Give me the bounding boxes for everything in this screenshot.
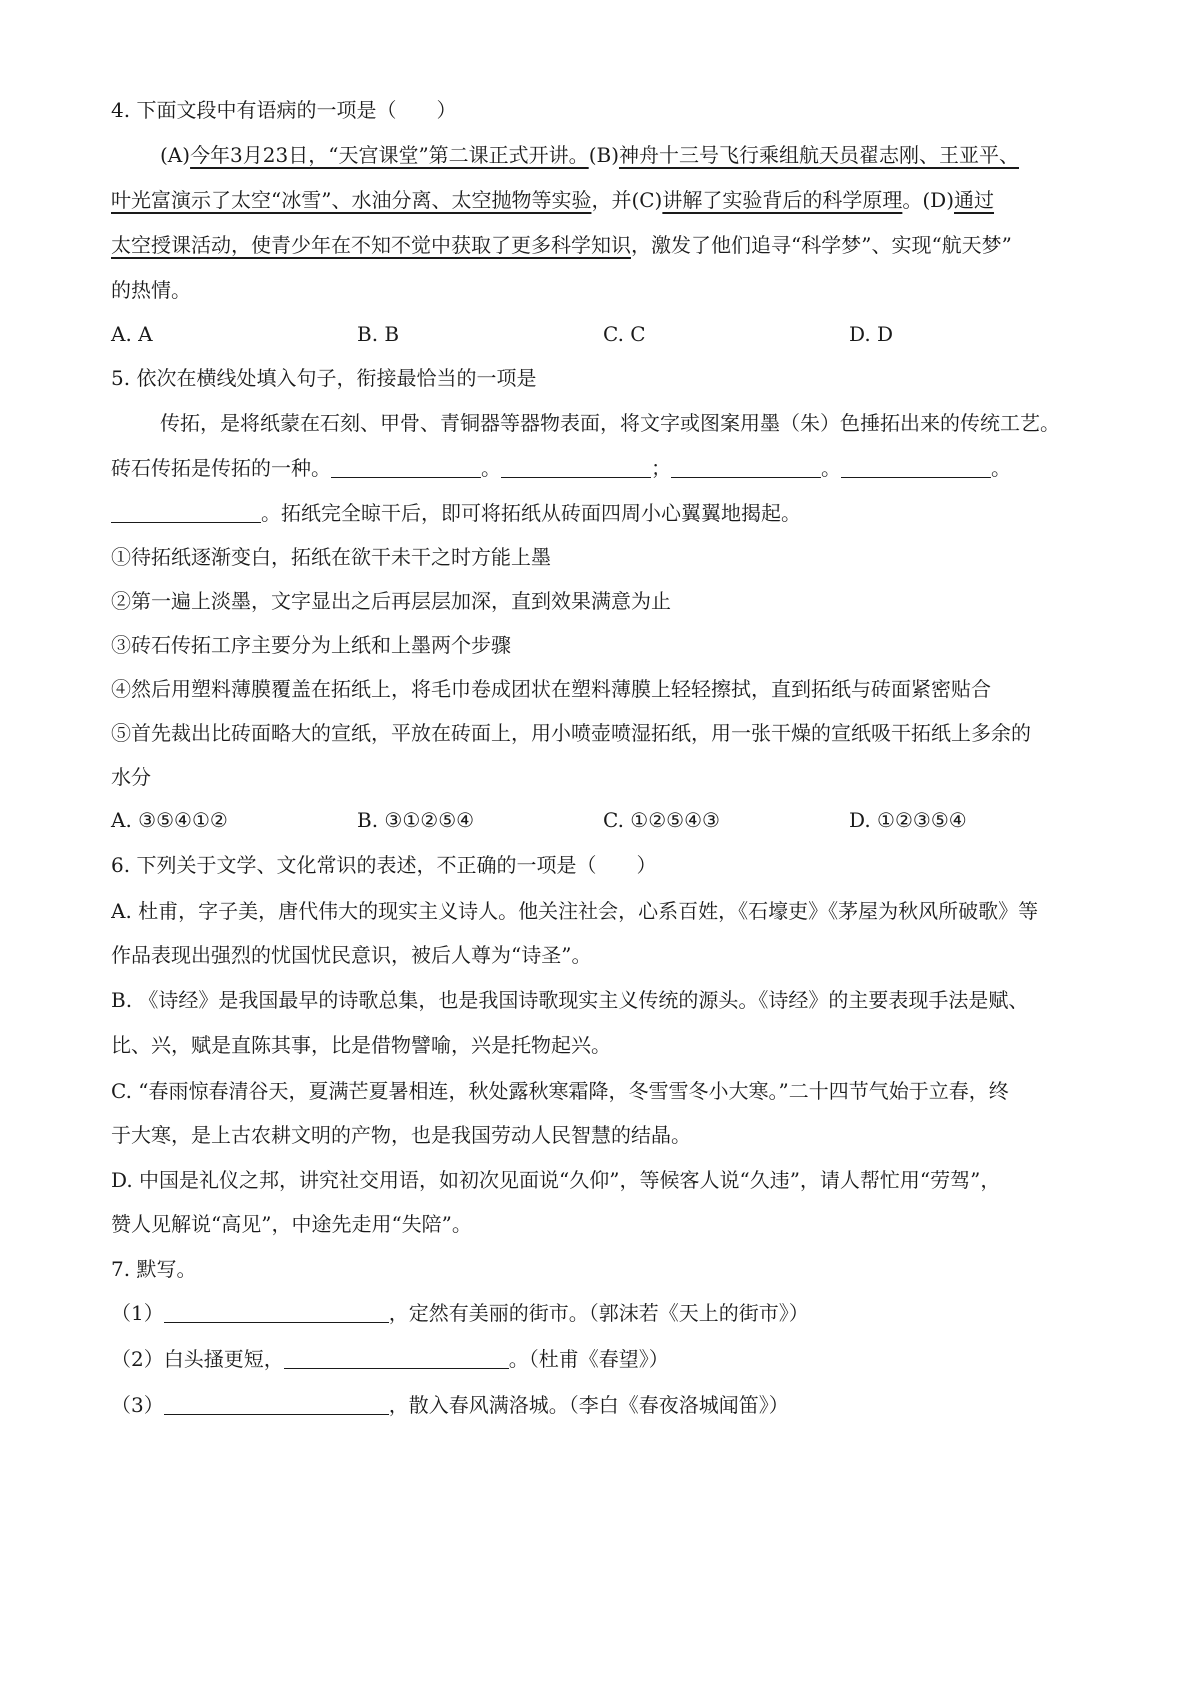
q7-blank-3[interactable] — [164, 1394, 389, 1415]
q4-label-b: (B) — [588, 143, 619, 167]
q6-option-a[interactable]: A. 杜甫，字子美，唐代伟大的现实主义诗人。他关注社会，心系百姓，《石壕吏》《茅屋为秋风所破歌》等 — [111, 899, 1039, 923]
q4-option-b[interactable]: B. B — [357, 322, 400, 346]
q5-passage-line-2: 砖石传拓是传拓的一种。 。 ； 。 。 — [111, 456, 1011, 480]
q6-stem: 6. 下列关于文学、文化常识的表述，不正确的一项是（ ） — [111, 853, 657, 877]
q5-stem: 5. 依次在横线处填入句子，衔接最恰当的一项是 — [111, 366, 537, 390]
q5-passage-line-3: 。拓纸完全晾干后，即可将拓纸从砖面四周小心翼翼地揭起。 — [111, 499, 1101, 527]
q7-item-3: （3） ，散入春风满洛城。（李白《春夜洛城闻笛》） — [111, 1393, 789, 1417]
q4-segment-c: 讲解了实验背后的科学原理 — [662, 188, 903, 212]
q5-sentence-4: ④然后用塑料薄膜覆盖在拓纸上，将毛巾卷成团状在塑料薄膜上轻轻擦拭，直到拓纸与砖面紧密贴合 — [111, 677, 991, 701]
q6-option-c-cont: 于大寒，是上古农耕文明的产物，也是我国劳动人民智慧的结晶。 — [111, 1123, 691, 1147]
q4-segment-d: 通过 — [954, 188, 995, 212]
q7-blank-1[interactable] — [164, 1302, 389, 1323]
q5-option-c[interactable]: C. ①②⑤④③ — [603, 808, 720, 832]
q6-option-c[interactable]: C. “春雨惊春清谷天，夏满芒夏暑相连，秋处露秋寒霜降，冬雪雪冬小大寒。”二十四节气始于立春，终 — [111, 1079, 1009, 1103]
q7-stem: 7. 默写。 — [111, 1257, 197, 1281]
q5-blank-3[interactable] — [671, 457, 821, 478]
q5-blank-4[interactable] — [841, 457, 991, 478]
q4-label-d: (D) — [922, 188, 955, 212]
q6-option-d[interactable]: D. 中国是礼仪之邦，讲究社交用语，如初次见面说“久仰”，等候客人说“久违”，请人帮忙用“劳驾”， — [111, 1168, 1001, 1192]
q5-blank-5[interactable] — [111, 502, 261, 523]
q4-passage-line-1 — [160, 141, 1101, 169]
q7-item-1: （1） ，定然有美丽的街市。（郭沫若《天上的街市》） — [111, 1301, 809, 1325]
q5-passage-line-1: 传拓，是将纸蒙在石刻、甲骨、青铜器等器物表面，将文字或图案用墨（朱）色捶拓出来的传统工艺。 — [160, 411, 1060, 435]
q5-option-a[interactable]: A. ③⑤④①② — [111, 808, 228, 832]
q7-blank-2[interactable] — [284, 1348, 509, 1369]
q6-option-a-cont: 作品表现出强烈的忧国忧民意识，被后人尊为“诗圣”。 — [111, 943, 592, 967]
q5-blank-1[interactable] — [331, 457, 481, 478]
q6-option-b[interactable]: B. 《诗经》是我国最早的诗歌总集，也是我国诗歌现实主义传统的源头。《诗经》的主要表现手法是赋、 — [111, 988, 1029, 1012]
q5-option-d[interactable]: D. ①②③⑤④ — [849, 808, 967, 832]
q5-sentence-2: ②第一遍上淡墨，文字显出之后再层层加深，直到效果满意为止 — [111, 589, 671, 613]
q5-sentence-3: ③砖石传拓工序主要分为上纸和上墨两个步骤 — [111, 633, 511, 657]
q4-passage-line-4: 的热情。 — [111, 278, 191, 302]
q4-passage-line-3: 太空授课活动，使青少年在不知不觉中获取了更多科学知识，激发了他们追寻“科学梦”、实现“航天梦” — [111, 233, 1012, 257]
q4-option-a[interactable]: A. A — [111, 322, 153, 346]
q4-segment-a: 今年3月23日，“天宫课堂”第二课正式开讲。 — [190, 143, 589, 167]
q6-option-b-cont: 比、兴，赋是直陈其事，比是借物譬喻，兴是托物起兴。 — [111, 1033, 611, 1057]
q5-blank-2[interactable] — [501, 457, 651, 478]
q4-segment-d-cont: 太空授课活动，使青少年在不知不觉中获取了更多科学知识 — [111, 233, 631, 257]
q5-option-b[interactable]: B. ③①②⑤④ — [357, 808, 475, 832]
q6-option-d-cont: 赞人见解说“高见”，中途先走用“失陪”。 — [111, 1212, 472, 1236]
q7-item-2: （2）白头搔更短， 。（杜甫《春望》） — [111, 1347, 669, 1371]
q4-segment-b-cont: 叶光富演示了太空“冰雪”、水油分离、太空抛物等实验 — [111, 188, 592, 212]
q4-label-c: (C) — [631, 188, 663, 212]
q4-label-a: (A) — [160, 143, 191, 167]
q4-segment-b: 神舟十三号飞行乘组航天员翟志刚、王亚平、 — [619, 143, 1019, 167]
q5-sentence-1: ①待拓纸逐渐变白，拓纸在欲干未干之时方能上墨 — [111, 545, 551, 569]
q5-sentence-5-cont: 水分 — [111, 765, 151, 789]
q5-sentence-5: ⑤首先裁出比砖面略大的宣纸，平放在砖面上，用小喷壶喷湿拓纸，用一张干燥的宣纸吸干拓纸上多余的 — [111, 721, 1031, 745]
q4-option-c[interactable]: C. C — [603, 322, 646, 346]
q4-passage-line-2: 叶光富演示了太空“冰雪”、水油分离、太空抛物等实验，并(C)讲解了实验背后的科学原理。(D)通过 — [111, 188, 995, 212]
q4-option-d[interactable]: D. D — [849, 322, 894, 346]
q4-stem: 4. 下面文段中有语病的一项是（ ） — [111, 98, 457, 122]
